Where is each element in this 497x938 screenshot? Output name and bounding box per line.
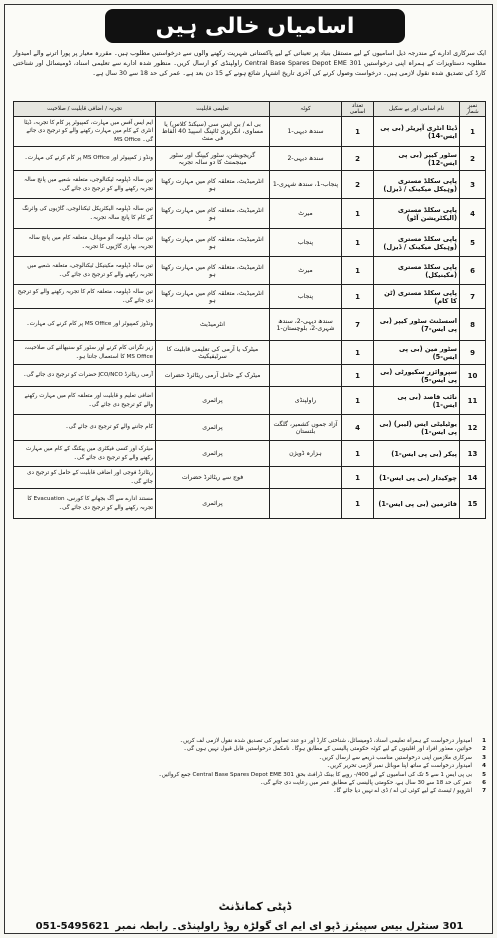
cell-post-count: 7 (342, 309, 374, 341)
cell-education: پرائمری (156, 415, 270, 441)
cell-post-name: پاپی سکلڈ مستری (ٹن کا کام) (374, 285, 460, 309)
table-row (14, 147, 486, 171)
col-header-quota: کوٹہ (270, 102, 342, 117)
notes-list (13, 737, 486, 796)
cell-post-count: 4 (342, 415, 374, 441)
cell-post-name: سٹور کیپر (بی پی ایس-12) (374, 147, 460, 171)
col-header-education: تعلیمی قابلیت (156, 102, 270, 117)
table-row (14, 171, 486, 199)
cell-serial: 11 (460, 387, 486, 415)
cell-education: انٹرمیڈیٹ، متعلقہ کام میں مہارت رکھتا ہو (156, 171, 270, 199)
col-header-requirements: تجربہ / اضافی قابلیت / صلاحیت (14, 102, 156, 117)
cell-education: میٹرک یا آرمی کی تعلیمی قابلیت کا سرٹیفیکیٹ (156, 341, 270, 365)
note-number: 5 (482, 771, 486, 778)
cell-serial: 1 (460, 117, 486, 147)
table-row (14, 341, 486, 365)
cell-education: انٹرمیڈیٹ، متعلقہ کام میں مہارت رکھتا ہو (156, 285, 270, 309)
vacancies-table (13, 101, 486, 519)
note-number: 2 (482, 746, 486, 753)
cell-serial: 4 (460, 199, 486, 229)
cell-requirements: ایم ایس آفس میں مہارت، کمپیوٹر پر کام کا تجربہ، ڈیٹا انٹری کے کام میں مہارت رکھنے والے کو ترجیح دی جائے گی۔ MS Office (14, 117, 156, 147)
cell-post-count: 1 (342, 387, 374, 415)
cell-quota (270, 365, 342, 387)
cell-requirements: تین سالہ ڈپلومہ مکینیکل ٹیکنالوجی، متعلقہ شعبے میں تجربہ رکھنے والے کو ترجیح دی جائے گی۔ (14, 257, 156, 285)
cell-quota: میرٹ (270, 199, 342, 229)
table-row (14, 415, 486, 441)
cell-quota (270, 489, 342, 519)
cell-quota: پنجاب (270, 285, 342, 309)
cell-post-count: 1 (342, 117, 374, 147)
cell-post-count: 1 (342, 341, 374, 365)
cell-post-name: پاپی سکلڈ مستری (وہیکل میکینک / ڈیزل) (374, 171, 460, 199)
cell-requirements: تین سالہ ڈپلومہ الیکٹریکل ٹیکنالوجی، گاڑیوں کی وائرنگ کے کام کا پانچ سالہ تجربہ۔ (14, 199, 156, 229)
page-title: اسامیاں خالی ہیں (105, 9, 405, 43)
note-text: انٹرویو / ٹیسٹ کے لیے کوئی ٹی اے / ڈی اے نہیں دیا جائے گا۔ (333, 788, 472, 795)
cell-quota: راولپنڈی (270, 387, 342, 415)
note-number: 6 (482, 780, 486, 787)
cell-serial: 15 (460, 489, 486, 519)
cell-quota: میرٹ (270, 257, 342, 285)
cell-education: پرائمری (156, 387, 270, 415)
note-item (13, 787, 486, 795)
note-item (13, 737, 486, 745)
cell-serial: 5 (460, 229, 486, 257)
cell-education: میٹرک کے حامل آرمی ریٹائرڈ حضرات (156, 365, 270, 387)
cell-education: انٹرمیڈیٹ، متعلقہ کام میں مہارت رکھتا ہو (156, 257, 270, 285)
cell-quota: ہزارہ ڈویژن (270, 441, 342, 467)
cell-post-name: چوکیدار (بی پی ایس-1) (374, 467, 460, 489)
cell-serial: 9 (460, 341, 486, 365)
cell-serial: 12 (460, 415, 486, 441)
cell-education: انٹرمیڈیٹ (156, 309, 270, 341)
cell-serial: 13 (460, 441, 486, 467)
cell-education: پرائمری (156, 441, 270, 467)
table-row (14, 309, 486, 341)
note-number: 4 (482, 763, 486, 770)
table-row (14, 229, 486, 257)
table-header-row (14, 102, 486, 117)
cell-requirements: اضافی تعلیم و قابلیت اور متعلقہ کام میں مہارت رکھنے والے کو ترجیح دی جائے گی۔ (14, 387, 156, 415)
cell-education: پرائمری (156, 489, 270, 519)
cell-post-name: فائرمین (بی پی ایس-1) (374, 489, 460, 519)
note-number: 7 (482, 788, 486, 795)
cell-serial: 7 (460, 285, 486, 309)
cell-quota: پنجاب (270, 229, 342, 257)
cell-requirements: تین سالہ ڈپلومہ ٹیکنالوجی، متعلقہ شعبے میں پانچ سالہ تجربہ رکھنے والے کو ترجیح دی جائے گی۔ (14, 171, 156, 199)
cell-serial: 3 (460, 171, 486, 199)
note-text: سرکاری ملازمین اپنی درخواستیں مناسب ذریعے سے ارسال کریں۔ (318, 754, 472, 761)
table-row (14, 365, 486, 387)
cell-post-name: اسسٹنٹ سٹور کیپر (بی پی ایس-7) (374, 309, 460, 341)
cell-quota (270, 341, 342, 365)
cell-requirements: زیر نگرانی کام کرنے اور سٹور کو سنبھالنے کی صلاحیت، MS Office کا استعمال جانتا ہو۔ (14, 341, 156, 365)
cell-education: انٹرمیڈیٹ، متعلقہ کام میں مہارت رکھتا ہو (156, 229, 270, 257)
cell-quota: سندھ دیہی-2 (270, 147, 342, 171)
cell-post-name: نائب قاصد (بی پی ایس-1) (374, 387, 460, 415)
cell-requirements: تین سالہ ڈپلومہ آٹو موبائل، متعلقہ کام میں پانچ سالہ تجربہ، بھاری گاڑیوں کا تجربہ۔ (14, 229, 156, 257)
cell-post-name: ڈیٹا انٹری آپریٹر (بی پی ایس-14) (374, 117, 460, 147)
table-row (14, 467, 486, 489)
cell-post-name: پاپی سکلڈ مستری (الیکٹریشن آٹو) (374, 199, 460, 229)
cell-requirements: ریٹائرڈ فوجی اور اضافی قابلیت کے حامل کو ترجیح دی جائے گی۔ (14, 467, 156, 489)
cell-quota: سندھ دیہی-2، سندھ شہری-2، بلوچستان-1 (270, 309, 342, 341)
cell-post-count: 2 (342, 171, 374, 199)
cell-post-count: 1 (342, 365, 374, 387)
footer-contact (13, 917, 486, 935)
footer-phone: 051-5495621 (35, 920, 110, 932)
cell-quota (270, 467, 342, 489)
table-row (14, 489, 486, 519)
cell-requirements: کام جاننے والے کو ترجیح دی جائے گی۔ (14, 415, 156, 441)
cell-post-count: 1 (342, 467, 374, 489)
note-item (13, 762, 486, 770)
cell-post-name: یوٹیلیٹی ایس (لیبر) (بی پی ایس-1) (374, 415, 460, 441)
cell-requirements: ونڈوز کمپیوٹر اور MS Office پر کام کرنے کی مہارت۔ (14, 309, 156, 341)
cell-requirements: آرمی ریٹائرڈ JCO/NCO حضرات کو ترجیح دی جائے گی۔ (14, 365, 156, 387)
note-text: عمر کی حد 18 سے 30 سال ہے، حکومتی پالیسی کے مطابق عمر میں رعایت دی جائے گی۔ (259, 780, 472, 787)
cell-post-name: سپروائزر سکیورٹی (بی پی ایس-5) (374, 365, 460, 387)
cell-requirements: ونڈو ز کمپیوٹر اور MS Office پر کام کرنے کی مہارت۔ (14, 147, 156, 171)
cell-post-count: 1 (342, 489, 374, 519)
cell-post-name: پاپی سکلڈ مستری (مکینیکل) (374, 257, 460, 285)
table-row (14, 257, 486, 285)
note-item (13, 779, 486, 787)
cell-serial: 8 (460, 309, 486, 341)
cell-quota: پنجاب-1، سندھ شہری-1 (270, 171, 342, 199)
table-row (14, 441, 486, 467)
note-item (13, 745, 486, 753)
note-text: امیدوار درخواست کے ساتھ اپنا موبائل نمبر لازمی تحریر کریں۔ (326, 763, 472, 770)
footer-address: 301 سنٹرل بیس سپیئرز ڈپو ای ایم ای گولڑہ روڈ راولپنڈی۔ رابطہ نمبر (115, 920, 464, 932)
cell-requirements: مستند ادارے سے آگ بجھانے کا کورس، Evacuation کا تجربہ رکھنے والے کو ترجیح دی جائے گی۔ (14, 489, 156, 519)
cell-post-count: 1 (342, 257, 374, 285)
cell-post-name: سٹور مین (بی پی ایس-5) (374, 341, 460, 365)
cell-education: بی اے / بی ایس سی (سیکنڈ کلاس) یا مساوی، انگریزی ٹائپنگ اسپیڈ 40 الفاظ فی منٹ (156, 117, 270, 147)
table-row (14, 199, 486, 229)
cell-education: فوج سے ریٹائرڈ حضرات (156, 467, 270, 489)
cell-serial: 6 (460, 257, 486, 285)
cell-post-name: پاپی سکلڈ مستری (وہیکل میکینک / ڈیزل) (374, 229, 460, 257)
cell-serial: 14 (460, 467, 486, 489)
cell-post-count: 1 (342, 199, 374, 229)
cell-post-count: 1 (342, 285, 374, 309)
col-header-serial: نمبر شمار (460, 102, 486, 117)
note-text: بی پی ایس 1 سے 5 تک کی اسامیوں کے لیے 400/- روپے کا بینک ڈرافٹ بحق 301 Central Base Spares Depot EME جمع کروائیں۔ (158, 771, 472, 778)
note-text: امیدوار درخواست کے ہمراہ تعلیمی اسناد، ڈومیسائل، شناختی کارڈ اور دو عدد تصاویر کی تصدیق شدہ نقول لازمی لف کریں۔ (179, 738, 472, 744)
note-number: 3 (482, 754, 486, 761)
cell-education: انٹرمیڈیٹ، متعلقہ کام میں مہارت رکھتا ہو (156, 199, 270, 229)
cell-post-count: 2 (342, 147, 374, 171)
cell-post-count: 1 (342, 229, 374, 257)
intro-paragraph: ایک سرکاری ادارے کے مندرجہ ذیل اسامیوں کے لیے مستقل بنیاد پر تعیناتی کے لیے پاکستانی شہریت رکھنے والوں سے درخواستیں مطلوب ہیں۔ مقررہ معیار پر پورا اترنے والے امیدوار مطلوبہ دستاویزات کے ہمراہ اپنی درخواستیں 301 Central Base Spares Depot EME راولپنڈی کو ارسال کریں۔ منظور شدہ ادارے سے تعلیمی اسناد، ڈومیسائل اور شناختی کارڈ کی تصدیق شدہ نقول لازمی ہیں۔ درخواست وصول کرنے کی آخری تاریخ اشتہار شائع ہونے کے 15 دن بعد ہے۔ عمر کی حد 18 سے 30 سال ہے۔ (13, 50, 486, 77)
advertisement-page (4, 4, 493, 934)
table-row (14, 117, 486, 147)
signatory-designation: ڈپٹی کمانڈنٹ (218, 900, 292, 913)
cell-serial: 10 (460, 365, 486, 387)
col-header-count: تعداد اسامی (342, 102, 374, 117)
note-text: خواتین، معذور افراد اور اقلیتوں کے لیے کوٹہ حکومتی پالیسی کے مطابق ہوگا۔ نامکمل درخواستیں قابل قبول نہیں ہوں گی۔ (183, 746, 472, 753)
cell-requirements: میٹرک اور کسی فیکٹری میں پیکنگ کے کام میں مہارت رکھنے والے کو ترجیح دی جائے گی۔ (14, 441, 156, 467)
cell-post-count: 1 (342, 441, 374, 467)
cell-requirements: تین سالہ ڈپلومہ، متعلقہ کام کا تجربہ رکھنے والے کو ترجیح دی جائے گی۔ (14, 285, 156, 309)
cell-quota: آزاد جموں کشمیر، گلگت بلتستان (270, 415, 342, 441)
cell-serial: 2 (460, 147, 486, 171)
cell-education: گریجویشن، سٹور کیپنگ اور سٹور مینجمنٹ کا دو سالہ تجربہ (156, 147, 270, 171)
table-row (14, 387, 486, 415)
col-header-post: نام اسامی اور بے سکیل (374, 102, 460, 117)
note-number: 1 (482, 738, 486, 744)
cell-post-name: پیکر (بی پی ایس-1) (374, 441, 460, 467)
table-row (14, 285, 486, 309)
note-item (13, 754, 486, 762)
cell-quota: سندھ دیہی-1 (270, 117, 342, 147)
note-item (13, 771, 486, 779)
